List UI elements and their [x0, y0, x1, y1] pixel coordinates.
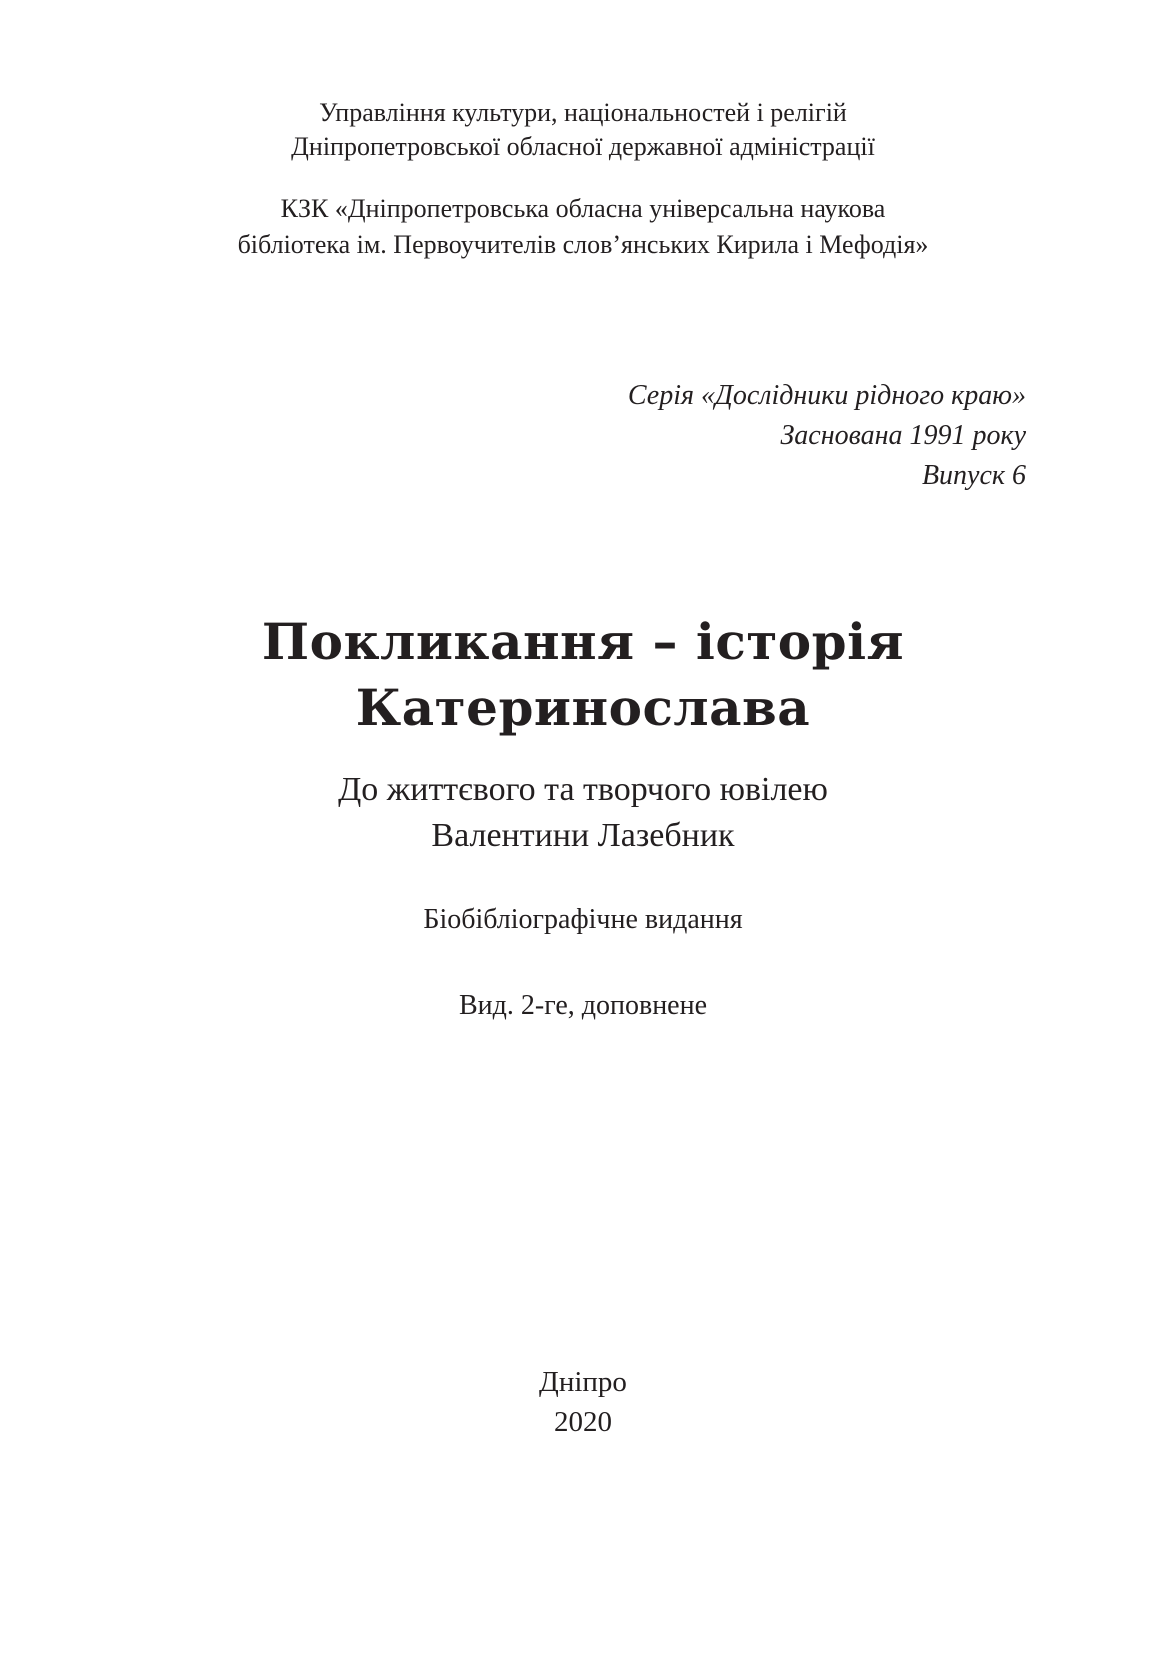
subtitle-line-1: До життєвого та творчого ювілею — [338, 771, 828, 808]
imprint-year: 2020 — [554, 1406, 612, 1438]
organization-line-1: Управління культури, національностей і релігій — [319, 98, 847, 127]
series-founded: Заснована 1991 року — [780, 420, 1026, 451]
organization-line-2: Дніпропетровської обласної державної адміністрації — [291, 132, 875, 161]
series-name: Серія «Дослідники рідного краю» — [627, 380, 1026, 411]
organization-line-3: КЗК «Дніпропетровська обласна універсальна наукова — [280, 194, 886, 223]
main-title-line-1: Покликання – історія — [261, 612, 905, 671]
organization-line-4: бібліотека ім. Первоучителів слов’янських Кирила і Мефодія» — [237, 230, 929, 259]
publication-type: Біобібліографічне видання — [423, 904, 743, 935]
series-issue: Випуск 6 — [921, 460, 1026, 491]
edition: Вид. 2-ге, доповнене — [458, 990, 708, 1021]
main-title-line-2: Катеринослава — [355, 678, 811, 737]
subtitle-line-2: Валентини Лазебник — [431, 817, 735, 854]
imprint-city: Дніпро — [539, 1366, 627, 1398]
